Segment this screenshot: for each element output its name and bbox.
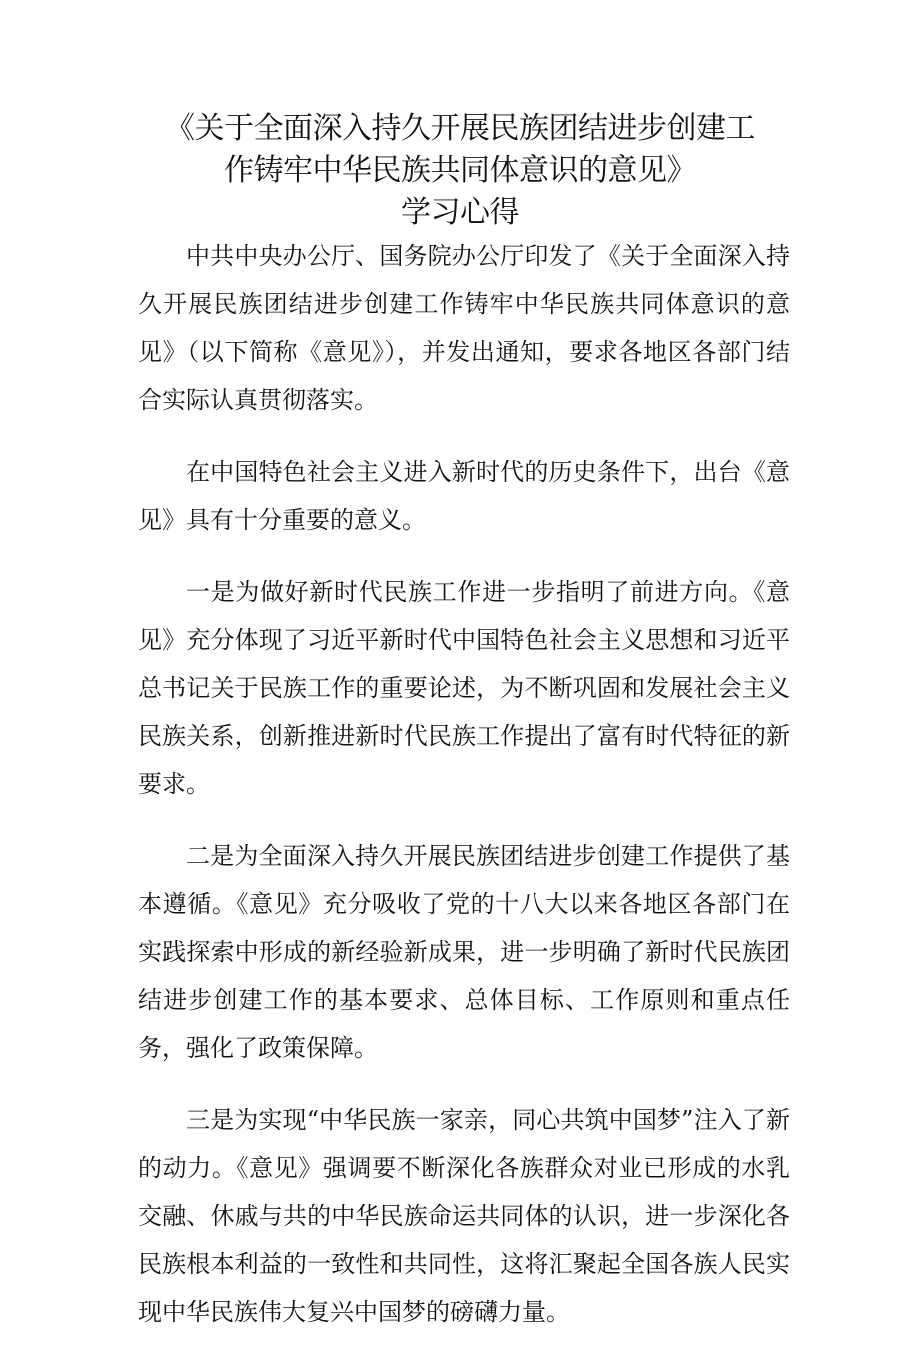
title-line-1: 《关于全面深入持久开展民族团结进步创建工 — [165, 111, 755, 146]
paragraph-intro: 中共中央办公厅、国务院办公厅印发了《关于全面深入持久开展民族团结进步创建工作铸牢中华民族共同体意识的意见》（以下简称《意见》），并发出通知，要求各地区各部门结合实际认真贯彻落实。 — [138, 242, 790, 414]
title-line-2: 作铸牢中华民族共同体意识的意见》 — [224, 153, 696, 188]
paragraph-significance: 在中国特色社会主义进入新时代的历史条件下，出台《意见》具有十分重要的意义。 — [138, 458, 790, 534]
document-body — [138, 232, 790, 1360]
paragraph-point-three: 三是为实现“中华民族一家亲，同心共筑中国梦”注入了新的动力。《意见》强调要不断深化各族群众对业已形成的水乳交融、休戚与共的中华民族命运共同体的认识，进一步深化各民族根本利益的一致性和共同性，这将汇聚起全国各族人民实现中华民族伟大复兴中国梦的磅礴力量。 — [138, 1106, 790, 1326]
document-title — [120, 108, 800, 234]
title-line-3: 学习心得 — [401, 195, 519, 230]
paragraph-point-two: 二是为全面深入持久开展民族团结进步创建工作提供了基本遵循。《意见》充分吸收了党的十八大以来各地区各部门在实践探索中形成的新经验新成果，进一步明确了新时代民族团结进步创建工作的基本要求、总体目标、工作原则和重点任务，强化了政策保障。 — [138, 842, 790, 1062]
paragraph-point-one: 一是为做好新时代民族工作进一步指明了前进方向。《意见》充分体现了习近平新时代中国特色社会主义思想和习近平总书记关于民族工作的重要论述，为不断巩固和发展社会主义民族关系，创新推进新时代民族工作提出了富有时代特征的新要求。 — [138, 578, 790, 798]
